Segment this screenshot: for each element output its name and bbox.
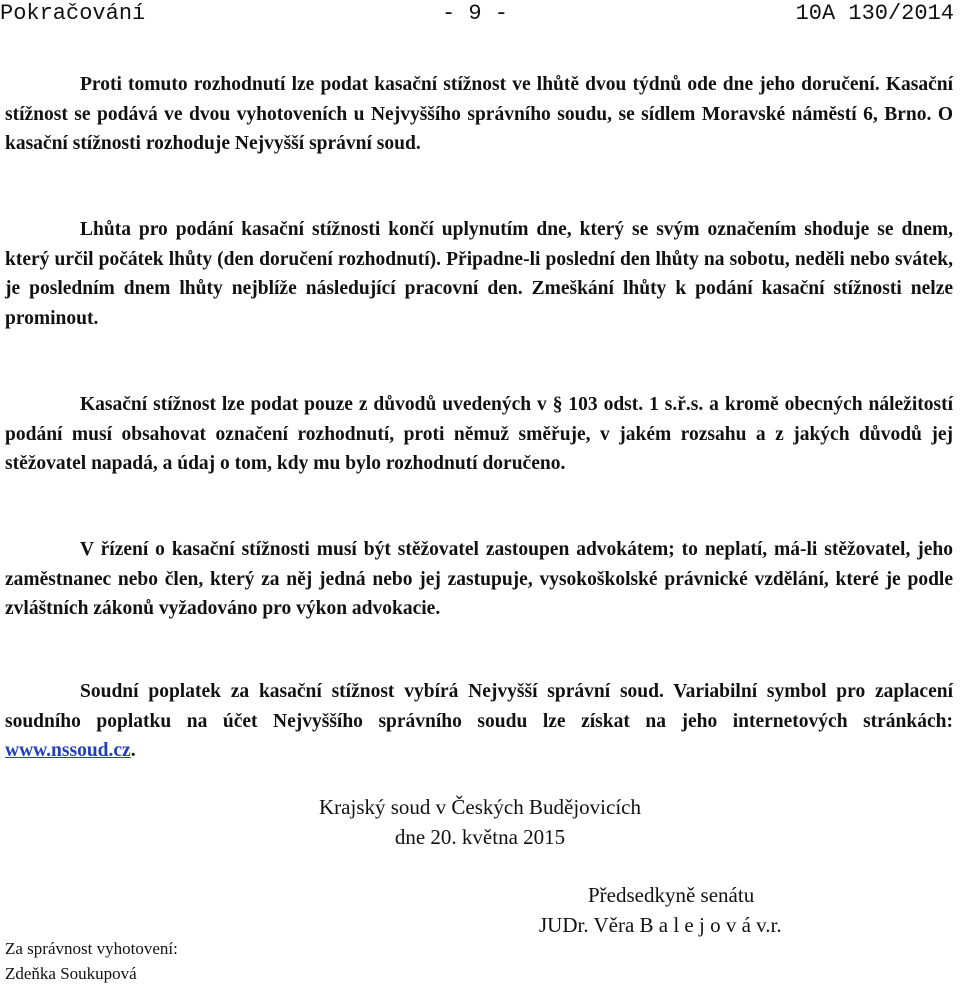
header-case-number: 10A 130/2014 bbox=[795, 1, 954, 26]
court-name: Krajský soud v Českých Budějovicích bbox=[319, 795, 641, 819]
paragraph-fee bbox=[5, 677, 953, 766]
paragraph-text: V řízení o kasační stížnosti musí být stěžovatel zastoupen advokátem; to neplatí, má-li stěžovatel, jeho zaměstnanec nebo člen, který za něj jedná nebo jej zastupuje, vysokoškolské právnické vzdělání, které je podle zvláštních zákonů vyžadováno pro výkon advokacie. bbox=[5, 539, 953, 619]
paragraph-text: Kasační stížnost lze podat pouze z důvodů uvedených v § 103 odst. 1 s.ř.s. a kromě obecných náležitostí podání musí obsahovat označení rozhodnutí, proti němuž směřuje, v jakém rozsahu a z jakých důvodů jej stěžovatel napadá, a údaj o tom, kdy mu bylo rozhodnutí doručeno. bbox=[5, 394, 953, 474]
header-page-number: - 9 - bbox=[442, 1, 509, 26]
paragraph-text: Soudní poplatek za kasační stížnost vybírá Nejvyšší správní soud. Variabilní symbol pro zaplacení soudního poplatku na účet Nejvyššího správního soudu lze získat na jeho internetových stránkách: bbox=[5, 681, 953, 732]
page-header bbox=[0, 0, 960, 28]
header-continuation: Pokračování bbox=[0, 1, 146, 26]
paragraph-deadline bbox=[5, 215, 953, 333]
correctness-name: Zdeňka Soukupová bbox=[5, 964, 137, 983]
paragraph-text: Lhůta pro podání kasační stížnosti končí uplynutím dne, který se svým označením shoduje se dnem, který určil počátek lhůty (den doručení rozhodnutí). Připadne-li poslední den lhůty na sobotu, neděli nebo svátek, je posledním dnem lhůty nejblíže následující pracovní den. Zmeškání lhůty k podání kasační stížnosti nelze prominout. bbox=[5, 219, 953, 329]
paragraph-text: Proti tomuto rozhodnutí lze podat kasační stížnost ve lhůtě dvou týdnů ode dne jeho doručení. Kasační stížnost se podává ve dvou vyhotoveních u Nejvyššího správního soudu, se sídlem Moravské náměstí 6, Brno. O kasační stížnosti rozhoduje Nejvyšší správní soud. bbox=[5, 74, 953, 154]
correctness-label: Za správnost vyhotovení: bbox=[5, 939, 178, 958]
signatory-title: Předsedkyně senátu bbox=[588, 883, 755, 907]
decision-date: dne 20. května 2015 bbox=[394, 825, 566, 849]
nssoud-link[interactable]: www.nssoud.cz bbox=[5, 740, 131, 761]
paragraph-end: . bbox=[130, 740, 136, 761]
paragraph-representation bbox=[5, 535, 953, 624]
paragraph-grounds bbox=[5, 390, 953, 479]
paragraph-appeal-info bbox=[5, 70, 953, 159]
signatory-name: JUDr. Věra B a l e j o v á v.r. bbox=[539, 913, 782, 937]
